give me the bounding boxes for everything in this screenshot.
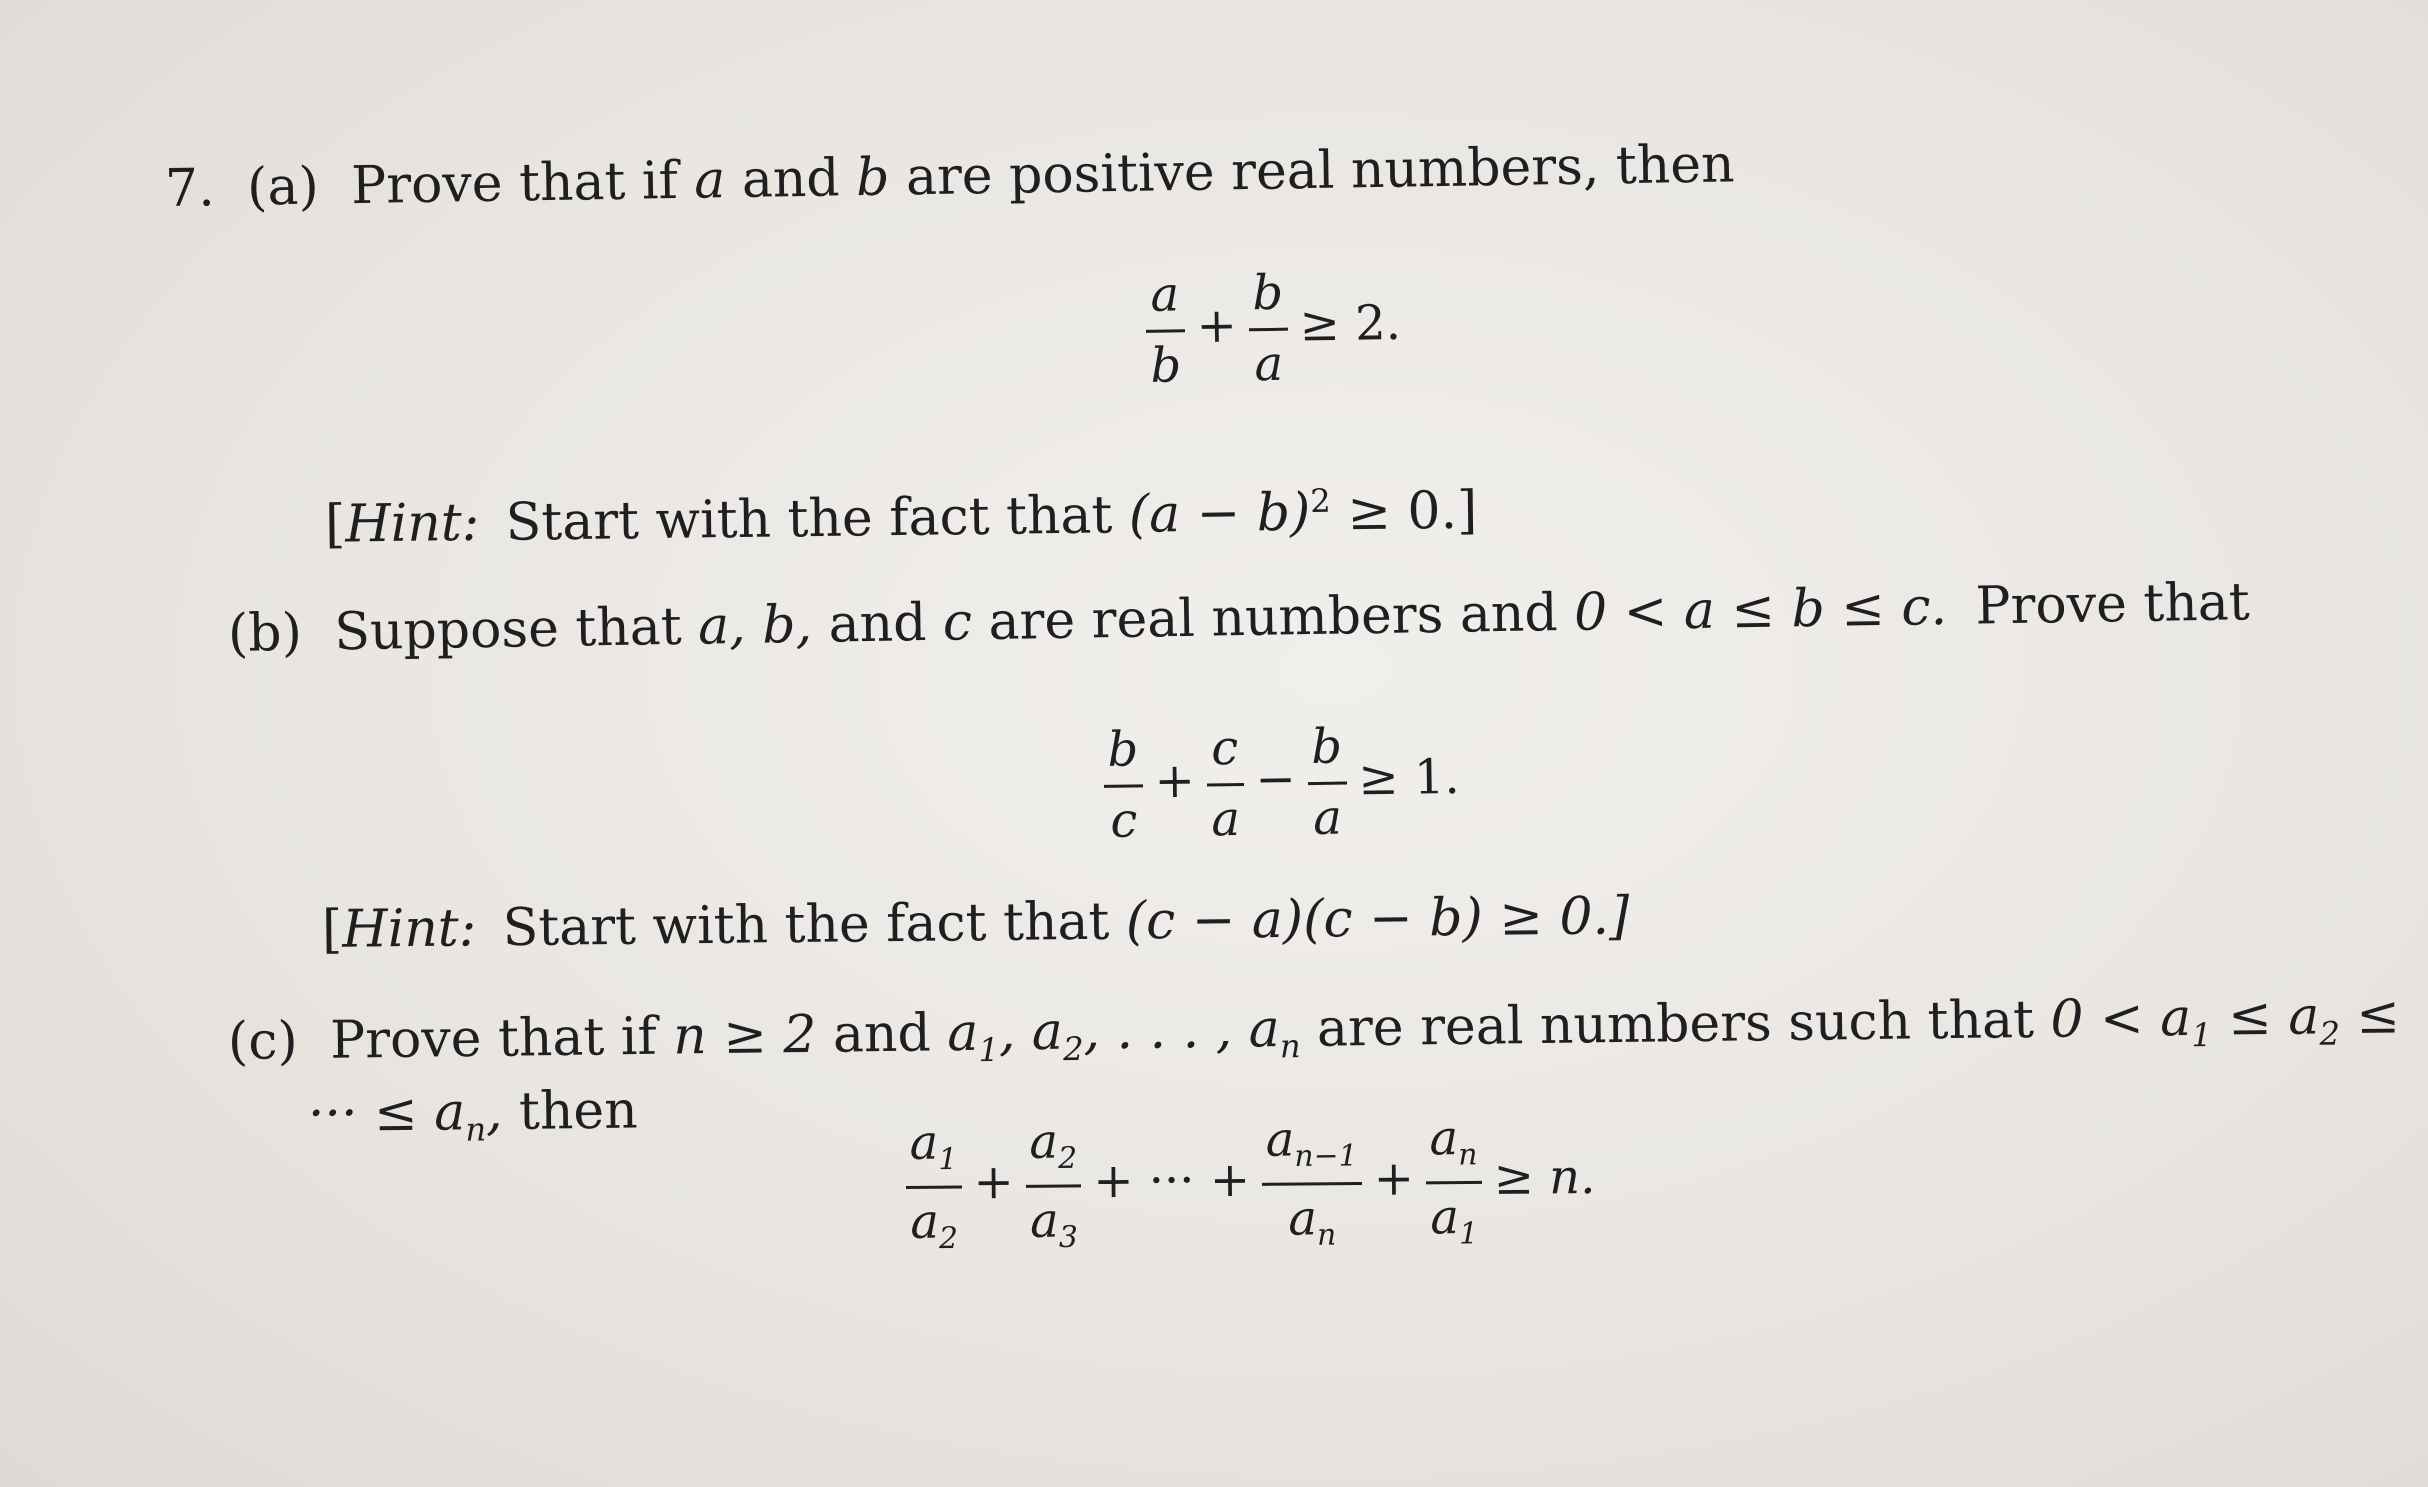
fraction-bar bbox=[1262, 1182, 1362, 1186]
part-b-var-a: a, bbox=[697, 595, 747, 657]
part-a-text-prefix: Prove that if bbox=[350, 150, 679, 217]
fraction-numerator: b bbox=[1251, 264, 1284, 322]
fraction-b-over-a bbox=[1307, 718, 1347, 847]
fraction-b-over-a bbox=[1248, 264, 1289, 393]
part-c-then: then bbox=[518, 1080, 638, 1142]
fraction-denominator: a bbox=[1312, 789, 1343, 847]
fraction-bar bbox=[1207, 783, 1244, 787]
fraction-denominator: a bbox=[1211, 791, 1241, 848]
plus-sign: + bbox=[1373, 1150, 1415, 1207]
part-b-hint bbox=[321, 886, 1630, 960]
part-a-hint bbox=[324, 480, 1478, 555]
part-a-var-a: a bbox=[693, 150, 726, 211]
part-b-equation bbox=[1097, 718, 1466, 850]
fraction-bar bbox=[906, 1185, 962, 1188]
hint-bracket-open: [ bbox=[324, 494, 346, 555]
fraction-denominator: $a_n$ bbox=[1288, 1190, 1337, 1253]
fraction-numerator: $a_{n-1}$ bbox=[1265, 1111, 1358, 1174]
fraction-denominator: $a_2$ bbox=[910, 1193, 959, 1256]
fraction-numerator: $a_2$ bbox=[1029, 1113, 1078, 1177]
hint-exponent: 2 bbox=[1309, 481, 1331, 520]
fraction-numerator: $a_n$ bbox=[1429, 1110, 1478, 1173]
plus-sign: + bbox=[1154, 753, 1196, 810]
fraction-numerator: b bbox=[1310, 718, 1343, 776]
part-c-text-mid: are real numbers such that bbox=[1316, 989, 2035, 1059]
inequality-rhs: ≥ 2. bbox=[1299, 295, 1402, 353]
part-b-var-c: c bbox=[942, 592, 973, 653]
inequality-rhs: ≥ n. bbox=[1493, 1148, 1596, 1206]
fraction-denominator: a bbox=[1254, 336, 1284, 393]
hint-text: Start with the fact that bbox=[505, 485, 1113, 553]
hint-math: (a − b) bbox=[1128, 482, 1311, 545]
part-a-label: (a) bbox=[246, 156, 320, 218]
part-c-line2-lead: ··· ≤ $a_n$, bbox=[307, 1081, 503, 1149]
part-c-statement bbox=[227, 985, 2401, 1075]
fraction-an-over-a1 bbox=[1425, 1110, 1482, 1252]
fraction-numerator: c bbox=[1210, 720, 1239, 777]
part-a-var-b: b bbox=[855, 147, 890, 209]
part-a-equation bbox=[1139, 264, 1408, 395]
hint-bracket-open: [ bbox=[321, 899, 343, 960]
fraction-an-1-over-an bbox=[1261, 1111, 1362, 1253]
fraction-denominator: b bbox=[1150, 337, 1182, 395]
fraction-numerator: $a_1$ bbox=[909, 1114, 958, 1178]
cond-start-text: 0 < a bbox=[2050, 988, 2192, 1050]
part-b-text-suffix: Prove that bbox=[1975, 572, 2251, 637]
part-a-and: and bbox=[741, 148, 841, 210]
part-a-text-suffix: are positive real numbers, then bbox=[905, 134, 1735, 208]
problem-7a-statement bbox=[164, 134, 1735, 219]
fraction-bar bbox=[1426, 1181, 1482, 1184]
part-c-equation bbox=[899, 1112, 1602, 1254]
problem-number: 7. bbox=[164, 158, 216, 219]
part-b-text-mid: are real numbers and bbox=[988, 583, 1559, 653]
hint-end: ≥ 0.] bbox=[1347, 480, 1478, 543]
fraction-a-over-b bbox=[1145, 266, 1186, 395]
fraction-denominator: c bbox=[1110, 792, 1138, 850]
minus-sign: − bbox=[1255, 751, 1297, 809]
fraction-denominator: $a_1$ bbox=[1430, 1188, 1479, 1252]
fraction-numerator: b bbox=[1107, 721, 1139, 778]
fraction-numerator: a bbox=[1150, 266, 1180, 323]
hint-label: Hint: bbox=[341, 898, 477, 960]
fraction-bar bbox=[1308, 782, 1347, 786]
hint-math: (c − a)(c − b) ≥ 0.] bbox=[1125, 886, 1630, 952]
fraction-denominator: $a_3$ bbox=[1029, 1192, 1078, 1255]
plus-sign: + bbox=[1196, 297, 1238, 355]
hint-label: Hint: bbox=[344, 492, 480, 555]
part-b-text-prefix: Suppose that bbox=[333, 596, 683, 663]
fraction-bar bbox=[1146, 330, 1185, 334]
part-b-label: (b) bbox=[227, 602, 303, 664]
part-c-statement-line2 bbox=[307, 1080, 638, 1149]
part-b-condition: 0 < a ≤ b ≤ c. bbox=[1573, 576, 1948, 643]
hint-text: Start with the fact that bbox=[502, 891, 1110, 959]
line2-lead-text: ··· ≤ a bbox=[307, 1082, 466, 1144]
plus-sign: + bbox=[973, 1153, 1014, 1211]
fraction-a2-over-a3 bbox=[1025, 1113, 1082, 1255]
part-c-sequence: $a_1$, $a_2$, . . . , $a_n$ bbox=[946, 999, 1301, 1070]
fraction-a1-over-a2 bbox=[905, 1114, 962, 1256]
part-b-var-b: b, bbox=[761, 594, 813, 656]
fraction-bar bbox=[1026, 1184, 1082, 1187]
part-c-cond-start: $0 < a_1 \le a_2$ ≤ bbox=[2050, 985, 2401, 1055]
plus-ellipsis-plus: + ··· + bbox=[1093, 1151, 1251, 1209]
part-b-statement bbox=[227, 572, 2251, 664]
part-c-text-prefix: Prove that if bbox=[329, 1006, 658, 1071]
fraction-c-over-a bbox=[1206, 720, 1244, 848]
inequality-rhs: ≥ 1. bbox=[1358, 749, 1461, 807]
fraction-b-over-c bbox=[1103, 721, 1143, 850]
fraction-bar bbox=[1249, 328, 1288, 332]
part-c-and: and bbox=[832, 1003, 932, 1065]
part-c-cond-n: n ≥ 2 bbox=[672, 1004, 817, 1067]
part-c-label: (c) bbox=[227, 1011, 299, 1072]
fraction-bar bbox=[1104, 785, 1143, 789]
seq-a1: a bbox=[946, 1002, 979, 1064]
part-b-and: and bbox=[828, 593, 927, 655]
